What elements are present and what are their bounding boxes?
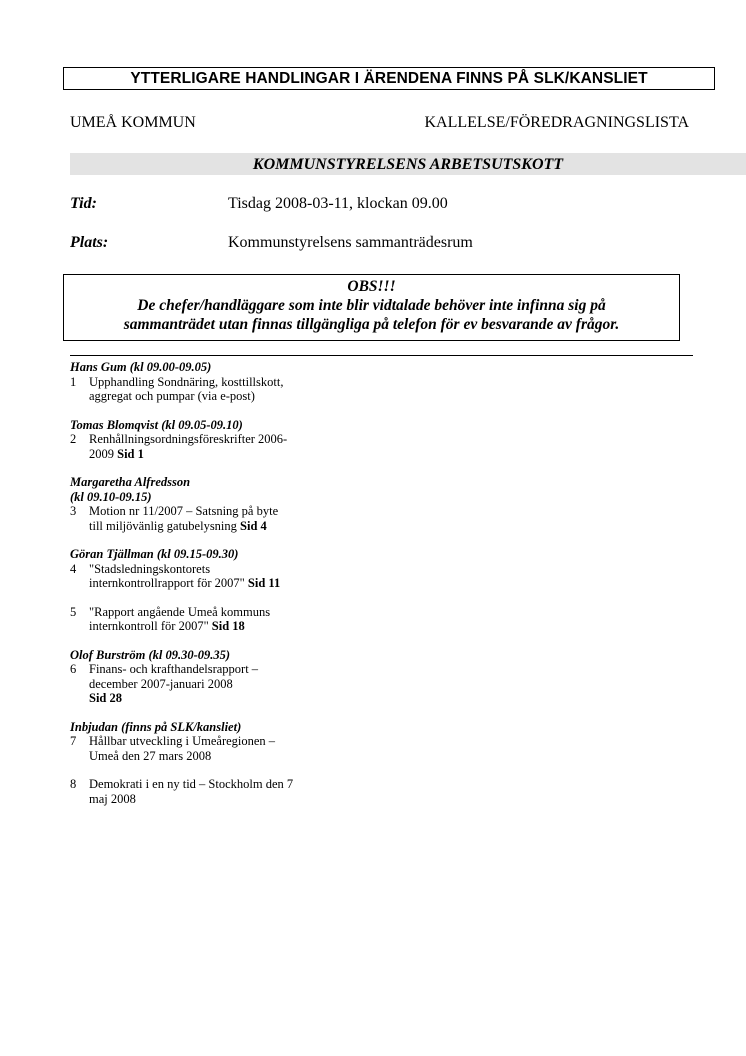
organization-name: UMEÅ KOMMUN	[70, 114, 196, 131]
item-text-line	[89, 447, 360, 462]
item-text: Motion nr 11/2007 – Satsning på byte	[89, 504, 279, 518]
page-reference: Sid 18	[211, 619, 245, 633]
agenda-item	[70, 734, 360, 763]
presenter-heading: Tomas Blomqvist (kl 09.05-09.10)	[70, 417, 243, 432]
notice-line: De chefer/handläggare som inte blir vidtalade behöver inte infinna sig på	[137, 297, 606, 314]
item-text-line	[89, 605, 360, 620]
place-label: Plats:	[70, 234, 109, 251]
item-text: aggregat och pumpar (via e-post)	[89, 389, 255, 403]
agenda-item	[70, 375, 360, 404]
presenter-heading: Olof Burström (kl 09.30-09.35)	[70, 647, 231, 662]
presenter-heading: Margaretha Alfredsson	[70, 475, 191, 489]
item-text: Hållbar utveckling i Umeåregionen –	[89, 734, 276, 748]
agenda-section	[70, 547, 360, 634]
agenda-item	[70, 662, 360, 706]
item-text: maj 2008	[89, 791, 136, 806]
item-text: "Stadsledningskontorets	[89, 561, 211, 576]
item-number: 4	[70, 561, 77, 576]
document-banner: YTTERLIGARE HANDLINGAR I ÄRENDENA FINNS PÅ SLK/KANSLIET	[63, 67, 715, 90]
item-text-line	[89, 375, 360, 390]
time-value: Tisdag 2008-03-11, klockan 09.00	[228, 195, 448, 212]
presenter-heading: Hans Gum (kl 09.00-09.05)	[70, 360, 212, 374]
item-text-line	[89, 576, 360, 591]
divider	[70, 355, 693, 356]
item-text: Upphandling Sondnäring, kosttillskott,	[89, 374, 284, 389]
page-reference: Sid 11	[247, 576, 281, 590]
item-number: 6	[70, 662, 77, 676]
agenda-section	[70, 475, 360, 533]
item-number: 8	[70, 777, 77, 791]
agenda-section	[70, 648, 360, 706]
agenda-section	[70, 720, 360, 807]
presenter-heading: Göran Tjällman (kl 09.15-09.30)	[70, 547, 239, 561]
item-text-line	[89, 677, 360, 692]
page-reference: Sid 4	[240, 518, 267, 533]
time-label: Tid:	[70, 195, 97, 212]
item-number: 2	[70, 432, 77, 446]
item-text-line	[89, 734, 360, 749]
place-value: Kommunstyrelsens sammanträdesrum	[228, 234, 473, 251]
agenda-item	[70, 504, 360, 533]
item-text-line	[89, 749, 360, 764]
presenter-heading: Inbjudan (finns på SLK/kansliet)	[70, 719, 242, 734]
item-text: Demokrati i en ny tid – Stockholm den 7	[89, 777, 294, 791]
presenter-time: (kl 09.10-09.15)	[70, 489, 152, 504]
agenda-section	[70, 418, 360, 462]
item-number: 3	[70, 504, 77, 518]
item-text: 2009	[89, 446, 114, 461]
agenda-item	[70, 605, 360, 634]
item-number: 5	[70, 604, 77, 619]
page-reference: Sid 28	[89, 691, 123, 705]
item-text-line	[89, 619, 360, 634]
item-text-line	[89, 662, 360, 677]
agenda-item	[70, 562, 360, 591]
item-text: internkontroll för 2007"	[89, 619, 209, 633]
notice-title: OBS!!!	[347, 278, 396, 295]
item-text-line	[89, 792, 360, 807]
agenda-section	[70, 360, 360, 404]
item-text-line	[89, 389, 360, 404]
item-text: Finans- och krafthandelsrapport –	[89, 662, 259, 676]
agenda-item	[70, 432, 360, 461]
item-text: till miljövänlig gatubelysning	[89, 518, 237, 533]
item-text: Renhållningsordningsföreskrifter 2006-	[89, 432, 288, 446]
item-text-line	[89, 519, 360, 534]
item-text: Umeå den 27 mars 2008	[89, 748, 212, 763]
notice-line: sammanträdet utan finnas tillgängliga på telefon för ev besvarande av frågor.	[123, 316, 620, 333]
committee-title: KOMMUNSTYRELSENS ARBETSUTSKOTT	[70, 153, 746, 175]
item-text: internkontrollrapport för 2007"	[89, 576, 245, 590]
item-text: december 2007-januari 2008	[89, 676, 233, 691]
item-number: 1	[70, 374, 77, 389]
notice-box	[63, 274, 680, 341]
item-text-line	[89, 562, 360, 577]
page-reference: Sid 1	[117, 446, 144, 461]
item-text-line	[89, 432, 360, 447]
document-type: KALLELSE/FÖREDRAGNINGSLISTA	[424, 114, 689, 131]
item-number: 7	[70, 734, 77, 748]
item-text-line	[89, 777, 360, 792]
item-text: "Rapport angående Umeå kommuns	[89, 604, 271, 619]
item-text-line	[89, 504, 360, 519]
agenda-item	[70, 777, 360, 806]
agenda-list	[70, 360, 360, 820]
